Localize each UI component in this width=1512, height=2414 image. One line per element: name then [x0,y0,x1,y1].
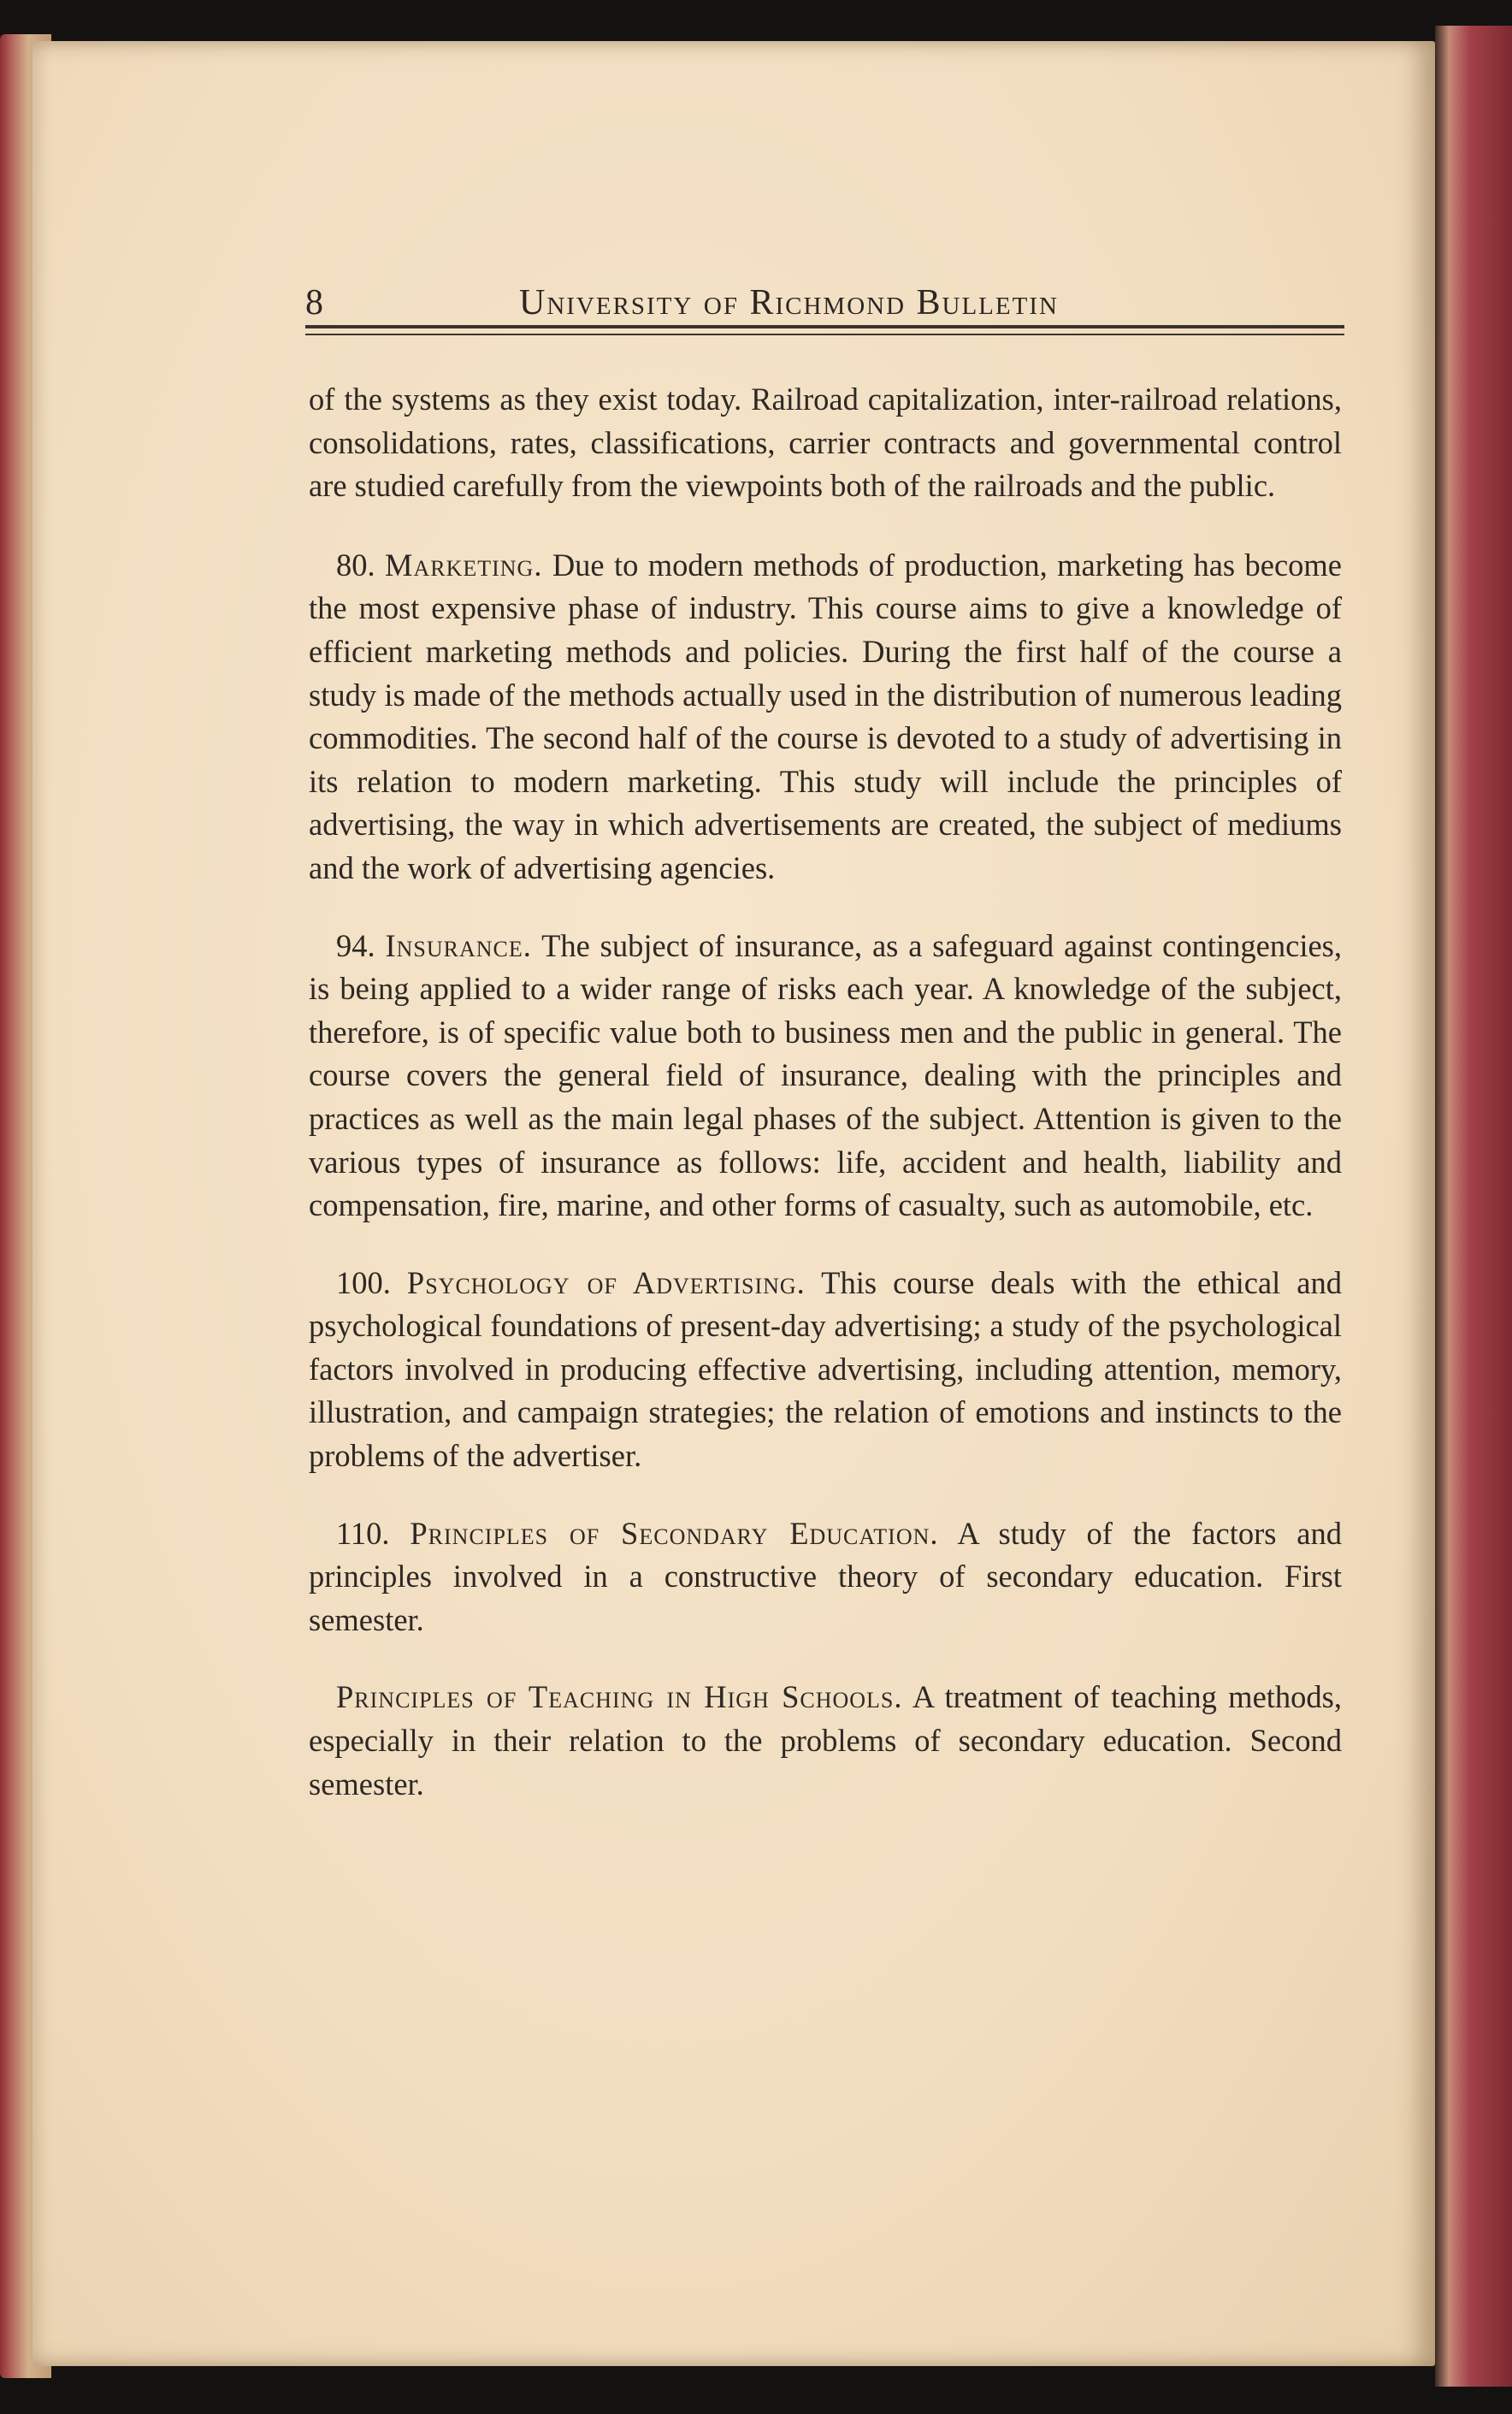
course-number: 94. [336,927,375,963]
course-description: A study of the factors and principles involved in a constructive theory of secondary education. First semester. [309,1515,1342,1637]
page-header [305,279,1344,328]
course-description: A treatment of teaching methods, especially in their relation to the problems of secondary education. Second semester. [309,1679,1342,1802]
course-number: 100. [336,1264,391,1300]
course-number: 80. [336,547,375,583]
course-heading: Principles of Teaching in High Schools. [336,1679,903,1715]
course-description: Due to modern methods of production, marketing has become the most expensive phase of industry. This course aims to give a knowledge of efficient marketing methods and policies. During the first half of the course a study is made of the methods actually used in the distribution of numerous leading commodities. The second half of the course is devoted to a study of advertising in its relation to modern marketing. This study will include the principles of advertising, the way in which advertisements are created, the subject of mediums and the work of advertising agencies. [309,547,1342,885]
running-title: University of Richmond Bulletin [519,283,1059,322]
page-number: 8 [305,283,323,322]
book-binding-right [1435,26,1512,2387]
course-number: 110. [336,1515,390,1551]
course-heading: Psychology of Advertising. [406,1264,806,1300]
course-entry-marketing [309,544,1342,890]
course-entry-secondary-education [309,1512,1342,1642]
course-entry-insurance [309,925,1342,1228]
course-description: The subject of insurance, as a safeguard against contingencies, is being applied to a wider range of risks each year. A knowledge of the subject, therefore, is of specific value both to business men and the public in general. The course covers the general field of insurance, dealing with the principles and practices as well as the main legal phases of the subject. Attention is given to the various types of insurance as follows: life, accident and health, liability and compensation, fire, marine, and other forms of casualty, such as automobile, etc. [309,927,1342,1223]
course-description: This course deals with the ethical and psychological foundations of present-day advertising; a study of the psychological factors involved in producing effective advertising, including attention, memory, illustration, and campaign strategies; the relation of emotions and instincts to the problems of the advertiser. [309,1264,1343,1474]
course-heading: Principles of Secondary Education. [410,1515,939,1551]
course-entry-psychology-of-advertising [309,1262,1342,1478]
paragraph-continued [309,378,1342,508]
course-heading: Insurance. [385,927,532,963]
paragraph-text: of the systems as they exist today. Railroad capitalization, inter-railroad relations, consolidations, rates, classifications, carrier contracts and governmental control are studied carefully from the viewpoints both of the railroads and the public. [309,382,1342,504]
course-entry-teaching-high-schools [309,1676,1342,1806]
header-rule-thick [305,325,1344,328]
page-body [309,378,1342,1840]
header-rule-thin [305,334,1344,335]
course-heading: Marketing. [385,547,543,583]
